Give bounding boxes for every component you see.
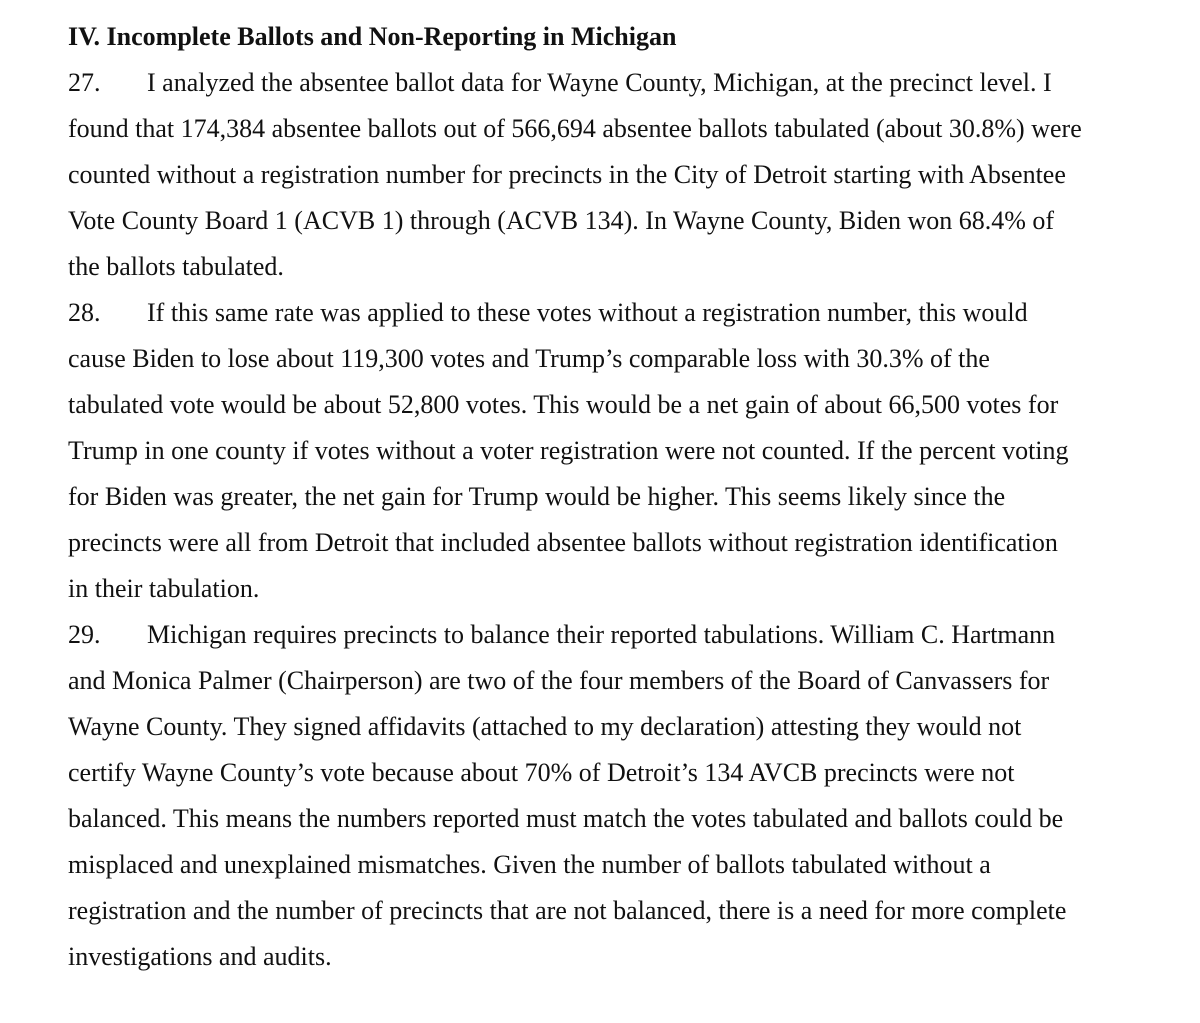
paragraph-line: balanced. This means the numbers reported must match the votes tabulated and ballots could be xyxy=(68,804,1064,833)
paragraph-line: tabulated vote would be about 52,800 votes. This would be a net gain of about 66,500 votes for xyxy=(68,390,1059,419)
paragraph-29 xyxy=(68,612,1178,980)
paragraph-line: Trump in one county if votes without a voter registration were not counted. If the percent voting xyxy=(68,436,1069,465)
paragraph-line: Vote County Board 1 (ACVB 1) through (ACVB 134). In Wayne County, Biden won 68.4% of xyxy=(68,206,1055,235)
document-page xyxy=(68,14,1178,980)
paragraph-number: 29. xyxy=(68,620,101,649)
paragraph-line: certify Wayne County’s vote because about 70% of Detroit’s 134 AVCB precincts were not xyxy=(68,758,1015,787)
paragraph-number: 28. xyxy=(68,298,101,327)
paragraph-line: 27. I analyzed the absentee ballot data for Wayne County, Michigan, at the precinct level. I xyxy=(68,60,1178,106)
paragraph-line: misplaced and unexplained mismatches. Given the number of ballots tabulated without a xyxy=(68,850,991,879)
paragraph-line: the ballots tabulated. xyxy=(68,252,284,281)
paragraph-number: 27. xyxy=(68,68,101,97)
paragraph-line: Wayne County. They signed affidavits (attached to my declaration) attesting they would not xyxy=(68,712,1022,741)
paragraph-line: 28. If this same rate was applied to these votes without a registration number, this would xyxy=(68,290,1178,336)
paragraph-line: counted without a registration number for precincts in the City of Detroit starting with Absentee xyxy=(68,160,1066,189)
paragraph-line: precincts were all from Detroit that included absentee ballots without registration identification xyxy=(68,528,1058,557)
paragraph-line: cause Biden to lose about 119,300 votes and Trump’s comparable loss with 30.3% of the xyxy=(68,344,990,373)
paragraph-line: investigations and audits. xyxy=(68,942,332,971)
paragraph-line: found that 174,384 absentee ballots out of 566,694 absentee ballots tabulated (about 30.8%) were xyxy=(68,114,1082,143)
paragraph-line: in their tabulation. xyxy=(68,574,260,603)
paragraph-line: registration and the number of precincts that are not balanced, there is a need for more complete xyxy=(68,896,1067,925)
paragraph-line: 29. Michigan requires precincts to balance their reported tabulations. William C. Hartmann xyxy=(68,612,1178,658)
section-heading: IV. Incomplete Ballots and Non-Reporting in Michigan xyxy=(68,22,677,51)
paragraph-line: and Monica Palmer (Chairperson) are two of the four members of the Board of Canvassers for xyxy=(68,666,1050,695)
paragraph-line: for Biden was greater, the net gain for Trump would be higher. This seems likely since the xyxy=(68,482,1006,511)
paragraph-28 xyxy=(68,290,1178,612)
paragraph-27 xyxy=(68,60,1178,290)
